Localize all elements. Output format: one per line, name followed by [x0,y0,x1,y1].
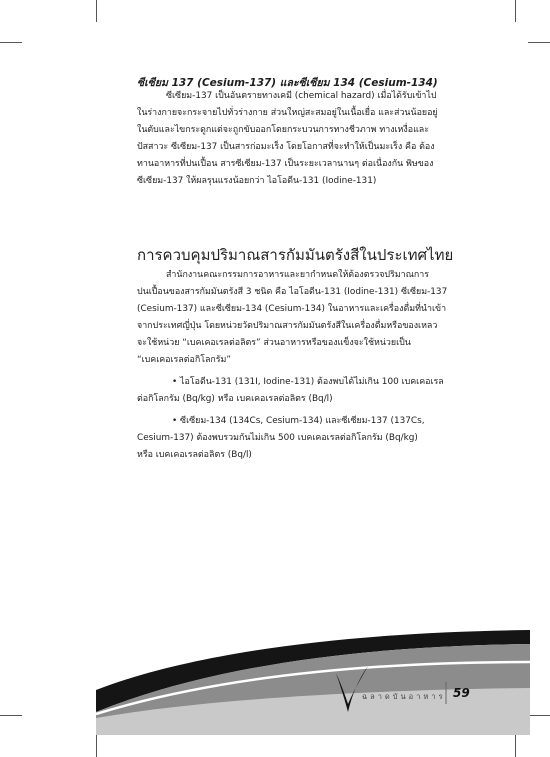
footer-book-title: ฉลาดบันอาหาร [362,692,446,701]
body-line: จากประเทศญี่ปุ่น โดยหน่วยวัดปริมาณสารกัมมันตรังสีในเครื่องดื่มหรือของเหลว [137,321,438,331]
body-line: ปนเปื้อนของสารกัมมันตรังสี 3 ชนิด คือ ไอโอดีน-131 (Iodine-131) ซีเซียม-137 [137,287,448,297]
bullet-line: ต่อกิโลกรัม (Bq/kg) หรือ เบคเคอเรลต่อลิตร (Bq/l) [137,394,333,404]
body-line: ซีเซียม-137 ให้ผลรุนแรงน้อยกว่า ไอโอดีน-131 (Iodine-131) [137,176,377,186]
crop-mark [96,0,97,22]
body-line: จะใช้หน่วย “เบคเคอเรลต่อลิตร” ส่วนอาหารหรือของแข็งจะใช้หน่วยเป็น [137,338,411,348]
crop-mark [0,42,22,43]
body-line: (Cesium-137) และซีเซียม-134 (Cesium-134) ในอาหารและเครื่องดื่มที่นำเข้า [137,304,447,314]
section-heading-cesium: ซีเซียม 137 (Cesium-137) และซีเซียม 134 (Cesium-134) [137,77,438,89]
body-line: สำนักงานคณะกรรมการอาหารและยากำหนดให้ต้องตรวจปริมาณการ [166,270,430,280]
body-line: ทานอาหารที่ปนเปื้อน สารซีเซียม-137 เป็นระยะเวลานานๆ ต่อเนื่องกัน พิษของ [137,159,434,169]
body-line: ซีเซียม-137 เป็นอันตรายทางเคมี (chemical hazard) เมื่อได้รับเข้าไป [166,91,437,101]
body-line: ในร่างกายจะกระจายไปทั่วร่างกาย ส่วนใหญ่สะสมอยู่ในเนื้อเยื่อ และส่วนน้อยอยู่ [137,108,438,118]
body-line: ปัสสาวะ ซีเซียม-137 เป็นสารก่อมะเร็ง โดยโอกาสที่จะทำให้เป็นมะเร็ง คือ ต้อง [137,142,435,152]
bullet-line: • ไอโอดีน-131 (131I, Iodine-131) ต้องพบได้ไม่เกิน 100 เบคเคอเรล [172,377,444,387]
crop-mark [528,42,550,43]
bullet-line: • ซีเซียม-134 (134Cs, Cesium-134) และซีเซียม-137 (137Cs, [172,416,425,426]
body-line: ในตับและไขกระดูกแต่จะถูกขับออกโดยกระบวนการทางชีวภาพ ทางเหงื่อและ [137,125,429,135]
crop-mark [515,0,516,22]
footer-swoosh-graphic [0,600,550,757]
body-line: “เบคเคอเรลต่อกิโลกรัม” [137,355,232,365]
page-number: 59 [453,686,470,700]
bullet-line: Cesium-137) ต้องพบรวมกันไม่เกิน 500 เบคเคอเรลต่อกิโลกรัม (Bq/kg) [137,433,418,443]
section-heading-control: การควบคุมปริมาณสารกัมมันตรังสีในประเทศไทย [137,246,454,264]
bullet-line: หรือ เบคเคอเรลต่อลิตร (Bq/l) [137,450,252,460]
